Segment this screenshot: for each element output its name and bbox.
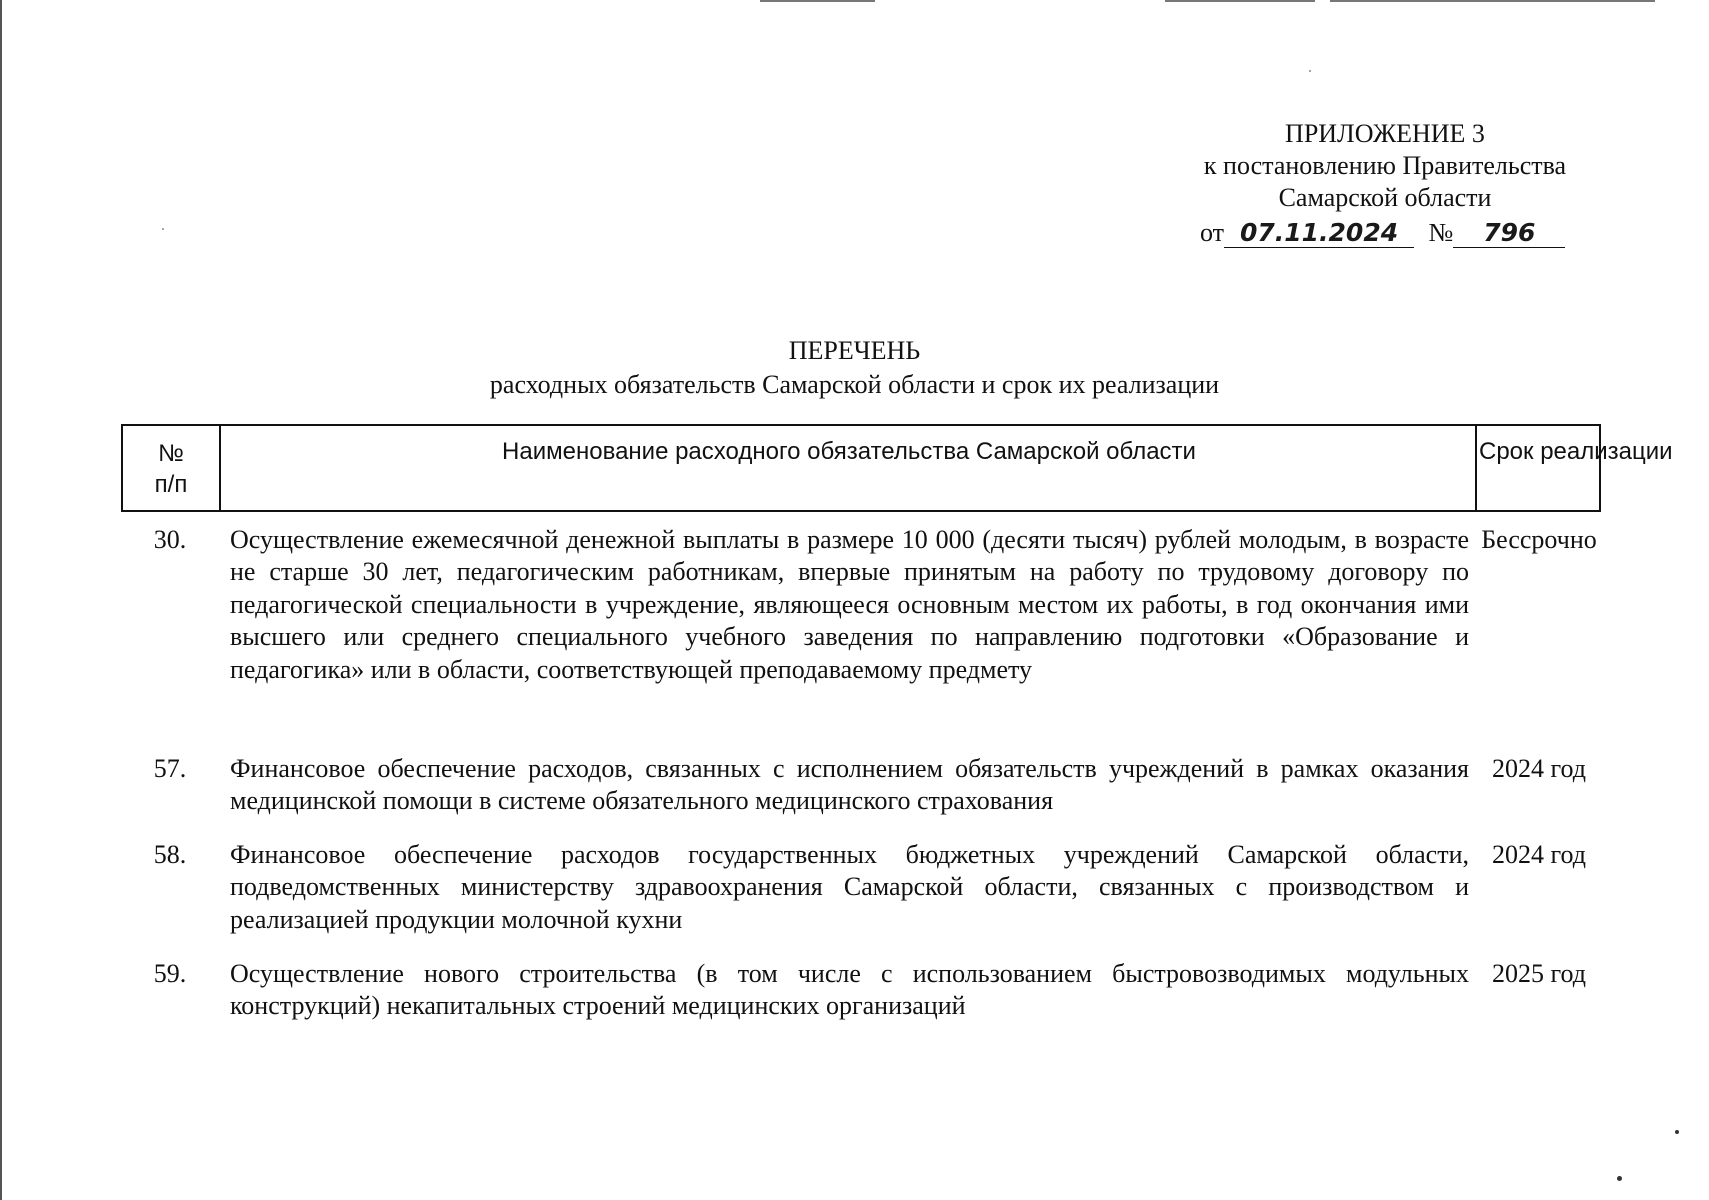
row-term: Бессрочно	[1481, 525, 1597, 554]
row-term: 2025 год	[1492, 959, 1586, 988]
document-title-block	[0, 334, 1709, 402]
scan-speck	[1675, 1130, 1679, 1134]
number-prefix: №	[1428, 218, 1454, 247]
table-header	[121, 424, 1673, 512]
scan-speck	[1309, 70, 1311, 72]
row-name: Осуществление нового строительства (в том числе с использованием быстровозводимых модульных конструкций) некапитальных строений медицинских организаций	[230, 959, 1469, 1021]
row-name: Финансовое обеспечение расходов, связанных с исполнением обязательств учреждений в рамках оказания медицинской помощи в системе обязательного медицинского страхования	[230, 754, 1469, 816]
annex-line-2: Самарской области	[1278, 183, 1492, 212]
annex-title: ПРИЛОЖЕНИЕ 3	[1285, 119, 1485, 148]
scan-top-mark	[1330, 0, 1655, 2]
scan-left-edge	[0, 0, 2, 1200]
row-name: Осуществление ежемесячной денежной выплаты в размере 10 000 (десяти тысяч) рублей молодым, в возрасте не старше 30 лет, педагогическим работникам, впервые принятым на работу по трудовому договору по педагогической специальности в учреждение, являющееся основным местом их работы, в год окончания ими высшего или среднего специального учебного заведения по направлению подготовки «Образование и педагогика» или в области, соответствующей преподаваемому предмету	[230, 525, 1469, 684]
scan-top-mark	[1165, 0, 1315, 2]
row-number: 57.	[153, 754, 187, 783]
row-term: 2024 год	[1492, 840, 1586, 869]
scan-speck	[162, 228, 164, 230]
date-prefix: от	[1200, 218, 1225, 247]
row-number: 59.	[153, 959, 187, 988]
header-name: Наименование расходного обязательства Самарской области	[223, 426, 1477, 510]
header-number	[123, 426, 221, 510]
header-number-line-1: №	[158, 440, 184, 467]
handwritten-number: 796	[1453, 218, 1565, 248]
document-subtitle: расходных обязательств Самарской области и срок их реализации	[489, 370, 1220, 399]
row-number: 58.	[153, 840, 187, 869]
row-name: Финансовое обеспечение расходов государственных бюджетных учреждений Самарской области, подведомственных министерству здравоохранения Самарской области, связанных с производством и реализацией продукции молочной кухни	[230, 840, 1469, 934]
annex-date-row	[1200, 218, 1620, 248]
handwritten-date: 07.11.2024	[1224, 218, 1414, 248]
row-term: 2024 год	[1492, 754, 1586, 783]
annex-line-1: к постановлению Правительства	[1203, 151, 1567, 180]
scan-top-mark	[760, 0, 875, 2]
scan-speck	[1617, 1176, 1622, 1181]
header-number-line-2: п/п	[154, 471, 188, 498]
document-title: ПЕРЕЧЕНЬ	[788, 336, 921, 365]
row-number: 30.	[153, 525, 187, 554]
annex-block	[1150, 118, 1620, 214]
header-term: Срок реализации	[1479, 438, 1673, 465]
